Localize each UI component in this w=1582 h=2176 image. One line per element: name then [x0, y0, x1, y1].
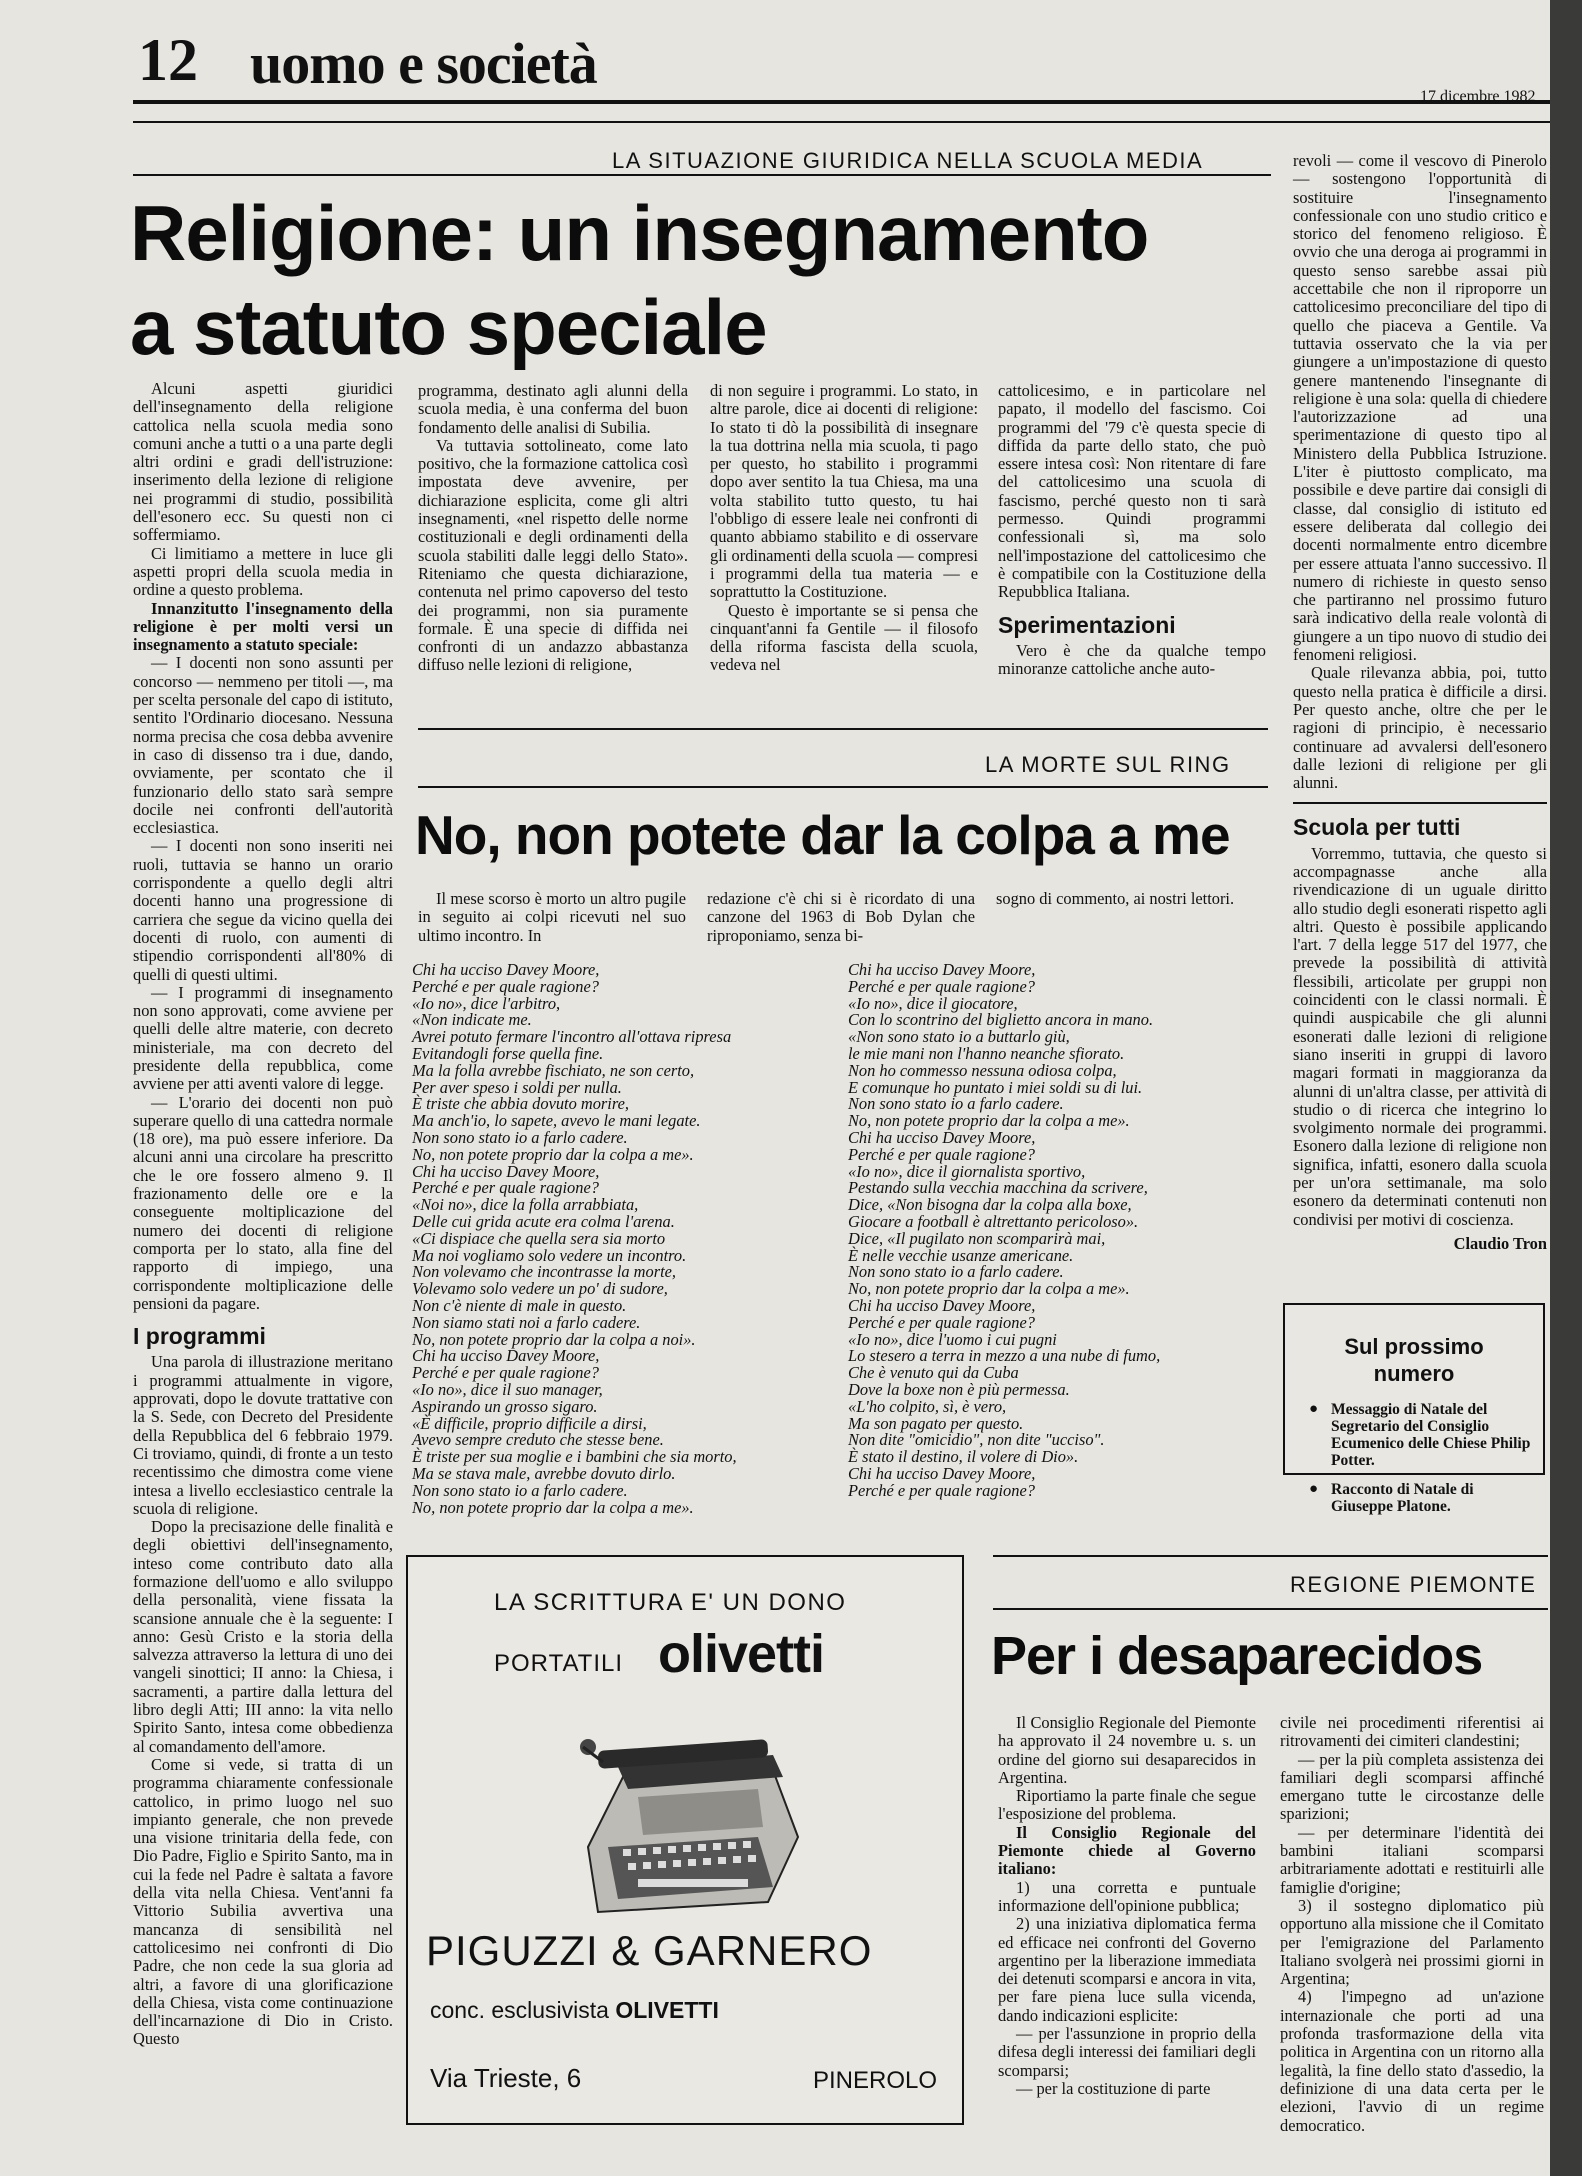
paragraph: redazione c'è chi si è ricordato di una canzone del 1963 di Bob Dylan che riproponiamo, senza bi-	[707, 889, 975, 945]
poem-line: «È difficile, proprio difficile a dirsi,	[412, 1413, 647, 1433]
column-rule	[1293, 802, 1547, 804]
paragraph: — I docenti non sono assunti per concorso — nemmeno per titoli —, ma per scelta personale del capo di istituto, sentito l'Ordinario diocesano. Nessuna norma precisa che cosa debba avvenire in caso di dissenso tra i due, dando, ovviamente, per scontato che il funzionario dello stato sarà sempre docile nei confronti dell'autorità ecclesiastica.	[133, 653, 393, 838]
poem-left	[412, 962, 832, 1516]
header-rule	[133, 100, 1550, 104]
poem-line: «Io no», dice il giornalista sportivo,	[848, 1161, 1086, 1181]
poem-line: Non sono stato io a farlo cadere.	[412, 1480, 628, 1500]
subhead-scuola: Scuola per tutti	[1293, 814, 1461, 841]
poem-line: No, non potete proprio dar la colpa a me».	[412, 1497, 694, 1517]
poem-line: le mie mani non l'hanno neanche sfiorato.	[848, 1043, 1125, 1063]
paragraph: Come si vede, si tratta di un programma chiaramente confessionale cattolico, in primo luogo nel suo impianto generale, che non prevede una visione trinitaria della fede, con Dio Padre, Figlio e Spirito Santo, ma in cui la fede nel Padre è saltata a favore della vita nella Chiesa. Vent'anni fa Vittorio Subilia avvertiva una mancanza di sensibilità nel cattolicesimo nei confronti di Dio Padre, che non cede la sua gloria ad altri, a favore di una glorificazione della Chiesa, vista come continuazione dell'incarnazione di Dio in Cristo. Questo	[133, 1754, 393, 2049]
olivetti-advertisement	[406, 1555, 964, 2125]
paragraph: Dopo la precisazione delle finalità e degli obiettivi dell'insegnamento, inteso come contributo dato alla formazione dell'uomo e allo sviluppo della personalità, viene fissata la scansione annuale che è la seguente: I anno: Gesù Cristo e la storia della salvezza attraverso la lettura di uno dei vangeli sinottici; II anno: la Chiesa, i sacramenti, a partire dalla lettura del libro degli Atti; III anno: la vita nello Spirito Santo, intesa come obbedienza al comandamento dell'amore.	[133, 1517, 393, 1756]
paragraph: Va tuttavia sottolineato, come lato positivo, che la formazione cattolica così impostata deve avvenire, per dichiarazione esplicita, come gli altri insegnamenti, «nel rispetto delle norme costituzionali e degli ordinamenti della scuola stabiliti dalle leggi dello Stato». Riteniamo che questa dichiarazione, contenuta nel primo capoverso del testo dei programmi, non sia puramente formale. È una specie di diffida nei confronti di un andazzo abbastanza diffuso nelle lezioni di religione,	[418, 435, 688, 675]
paragraph: Innanzitutto l'insegnamento della religione è per molti versi un insegnamento a statuto speciale:	[133, 598, 393, 655]
poem-line: Chi ha ucciso Davey Moore,	[412, 1346, 600, 1366]
paragraph: 4) l'impegno ad un'azione internazionale che porti ad una profonda trasformazione della vita politica in Argentina con un ritorno alla legalità, la fine dello stato d'assedio, la definizione di una data certa per le elezioni, l'avvio di un regime democratico.	[1280, 1987, 1544, 2135]
ad-concession-label: conc. esclusivista	[430, 1997, 609, 2023]
poem-line: È nelle vecchie usanze americane.	[848, 1245, 1074, 1265]
poem-line: «Non sono stato io a buttarlo giù,	[848, 1027, 1070, 1047]
paragraph: 3) il sostegno diplomatico più opportuno alla missione che il Comitato per l'emigrazione del Parlamento Italiano svolgerà nei prossimi giorni in Argentina;	[1280, 1895, 1544, 1989]
poem-line: E comunque ho puntato i miei soldi su di lui.	[848, 1077, 1143, 1097]
subhead-programmi: I programmi	[133, 1323, 266, 1350]
poem-line: No, non potete proprio dar la colpa a me».	[412, 1144, 694, 1164]
paragraph: — I programmi di insegnamento non sono approvati, come avviene per quelli delle altre materie, con decreto ministeriale, ma con decreto del presidente della repubblica, come avviene per atti aventi valore di legge.	[133, 982, 393, 1094]
article2-kicker: LA MORTE SUL RING	[985, 752, 1231, 777]
article2-title: No, non potete dar la colpa a me	[415, 804, 1230, 866]
poem-line: Perché e per quale ragione?	[412, 1178, 599, 1198]
paragraph: Ci limitiamo a mettere in luce gli aspetti propri della scuola media in ordine a questo problema.	[133, 543, 393, 600]
paragraph: di non seguire i programmi. Lo stato, in altre parole, dice ai docenti di religione: Io stato ti dò la possibilità di insegnare la tua dottrina nella mia scuola, ti pago per questo, ho stabilito i programmi dopo aver sentito la tua Chiesa, ma una volta stabilito tutto questo, tu hai l'obbligo di essere leale nei confronti di quanto abbiamo stabilito e di osservare gli ordinamenti della scuola — compresi i programmi della tua materia — e soprattutto la Costituzione.	[710, 381, 978, 602]
ad-portatili: PORTATILI	[494, 1650, 624, 1677]
poem-line: Non ho commesso nessuna odiosa colpa,	[848, 1060, 1117, 1080]
article1-kicker: LA SITUAZIONE GIURIDICA NELLA SCUOLA MEDIA	[612, 148, 1204, 173]
poem-line: Chi ha ucciso Davey Moore,	[412, 1161, 600, 1181]
poem-line: Chi ha ucciso Davey Moore,	[848, 960, 1036, 979]
poem-line: Evitandogli forse quella fine.	[412, 1043, 604, 1063]
poem-line: Dice, «Non bisogna dar la colpa alla boxe,	[848, 1195, 1132, 1215]
poem-line: Pestando sulla vecchia macchina da scrivere,	[848, 1178, 1148, 1198]
article1-title-line1: Religione: un insegnamento	[130, 189, 1149, 277]
paragraph: revoli — come il vescovo di Pinerolo — sostengono l'opportunità di sostituire l'insegnamento confessionale con uno studio critico e storico del fenomeno religioso. È ovvio che una deroga ai programmi in questo senso sarebbe assai più accettabile che non il riproporre un cattolicesimo preconciliare del tipo di quello che piaceva a Gentile. Va tuttavia osservato che la via per giungere a un'impostazione di questo genere mantenendo l'insegnante di religione è una sola: quella di chiedere l'autorizzazione ad una sperimentazione di questo tipo al Ministero della Pubblica Istruzione. L'iter è piuttosto complicato, ma possibile e deve partire dai consigli di classe, dal consiglio di istituto ed essere deliberata dal collegio dei docenti normalmente entro dicembre per essere attuata l'anno successivo. Il numero di richieste in questo senso che partiranno nel prossimo futuro sarà indicativo della reale volontà di giungere a un tipo nuovo di studio dei fenomeni religiosi.	[1293, 151, 1547, 665]
poem-line: «Noi no», dice la folla arrabbiata,	[412, 1195, 639, 1215]
article3-rule	[993, 1608, 1548, 1610]
article3-kicker: REGIONE PIEMONTE	[1290, 1572, 1537, 1597]
typewriter-icon	[558, 1727, 818, 1927]
poem-line: Perché e per quale ragione?	[412, 1363, 599, 1383]
poem-line: Chi ha ucciso Davey Moore,	[848, 1295, 1036, 1315]
paragraph: — L'orario dei docenti non può superare quello di una cattedra normale (18 ore), ma può essere inferiore. Da alcuni anni una circolare ha prescritto che le ore fossero almeno 9. Il frazionamento delle ore e la conseguente moltiplicazione del numero dei docenti di religione comporta per lo stato, alla fine del rapporto di impiego, una corrispondente moltiplicazione delle pensioni da pagare.	[133, 1092, 393, 1313]
poem-line: Volevamo solo vedere un po' di sudore,	[412, 1279, 668, 1299]
page-edge	[1550, 0, 1582, 2176]
article2-intro1	[418, 890, 686, 945]
poem-line: Perché e per quale ragione?	[412, 976, 599, 996]
poem-line: Con lo scontrino del biglietto ancora in mano.	[848, 1010, 1154, 1030]
paragraph: Alcuni aspetti giuridici dell'insegnamento della religione cattolica nella scuola media sono comuni anche a tutti o a una parte degli altri ordini e gradi dell'istruzione: inserimento della lezione di religione nei programmi di studio, possibilità dell'esonero ecc. Su questi non ci soffermiamo.	[133, 379, 393, 545]
poem-line: Perché e per quale ragione?	[848, 1144, 1035, 1164]
poem-line: No, non potete proprio dar la colpa a noi».	[412, 1329, 696, 1349]
poem-line: Perché e per quale ragione?	[848, 1312, 1035, 1332]
paragraph: — per determinare l'identità dei bambini italiani scomparsi arbitrariamente adottati e restituirli alle famiglie d'origine;	[1280, 1822, 1544, 1897]
paragraph: Una parola di illustrazione meritano i programmi attualmente in vigore, approvati, dopo le dovute trattative con la S. Sede, con Decreto del Presidente della Repubblica del 6 febbraio 1979. Ci troviamo, quindi, di fronte a un testo recentissimo che dimostra come viene intesa a livello ecclesiastico centrale la scuola di religione.	[133, 1352, 393, 1518]
poem-line: Per aver speso i soldi per nulla.	[412, 1077, 622, 1097]
poem-line: Non sono stato io a farlo cadere.	[848, 1262, 1064, 1282]
paragraph: civile nei procedimenti riferentisi ai ritrovamenti dei cimiteri clandestini;	[1280, 1713, 1544, 1751]
article3-title: Per i desaparecidos	[991, 1626, 1483, 1686]
poem-line: «Io no», dice l'arbitro,	[412, 993, 561, 1013]
paragraph: Vero è che da qualche tempo minoranze cattoliche anche auto-	[998, 640, 1266, 679]
paragraph: Il mese scorso è morto un altro pugile in seguito ai colpi ricevuti nel suo ultimo incontro. In	[418, 889, 686, 945]
ad-address: Via Trieste, 6	[430, 2063, 582, 2093]
poem-line: No, non potete proprio dar la colpa a me».	[848, 1111, 1130, 1131]
ad-concession-brand: OLIVETTI	[615, 1997, 719, 2023]
subhead-sperimentazioni: Sperimentazioni	[998, 611, 1176, 638]
poem-line: Non c'è niente di male in questo.	[412, 1295, 627, 1315]
paragraph: Questo è importante se si pensa che cinquant'anni fa Gentile — il filosofo della riforma fascista della scuola, vedeva nel	[710, 600, 978, 675]
poem-right	[848, 962, 1268, 1500]
poem-line: Avevo sempre creduto che stesse bene.	[412, 1430, 664, 1450]
article1-title-line2: a statuto speciale	[130, 283, 767, 371]
poem-line: Lo stesero a terra in mezzo a una nube di fumo,	[848, 1346, 1161, 1366]
paragraph: cattolicesimo, e in particolare nel papato, il modello del fascismo. Coi programmi del '79 c'è questa specie di diffida da parte dello stato, che può essere intesa così: Non ritentare di fare del cattolicesimo una scuola di fascismo, perché questo non ti sarà permesso. Quindi programmi confessionali sì, ma solo nell'impostazione del cattolicesimo che è compatibile con la Costituzione della Repubblica Italiana.	[998, 381, 1266, 602]
next-issue-item: ● Racconto di Natale di Giuseppe Platone.	[1331, 1481, 1533, 1515]
poem-line: Ma son pagato per questo.	[848, 1413, 1024, 1433]
page-number: 12	[138, 27, 198, 93]
poem-line: Ma anch'io, lo sapete, avevo le mani legate.	[412, 1111, 701, 1131]
poem-line: Dove la boxe non è più permessa.	[848, 1379, 1070, 1399]
poem-line: Non sono stato io a farlo cadere.	[848, 1094, 1064, 1114]
author: Claudio Tron	[1453, 1233, 1547, 1253]
poem-line: È triste che abbia dovuto morire,	[412, 1094, 629, 1114]
poem-line: «Io no», dice l'uomo i cui pugni	[848, 1329, 1057, 1349]
poem-line: Chi ha ucciso Davey Moore,	[848, 1127, 1036, 1147]
poem-line: No, non potete proprio dar la colpa a me».	[848, 1279, 1130, 1299]
article1-column3	[710, 382, 978, 675]
article1-column4	[998, 382, 1266, 678]
paragraph: — I docenti non sono inseriti nei ruoli, tuttavia se hanno un orario corrispondente a quello degli altri docenti hanno una progressione di carriera che segue da vicino quella dei docenti di ruolo, con aumenti di stipendio corrispondenti all'80% di quelli di questi ultimi.	[133, 836, 393, 984]
paragraph: Il Consiglio Regionale del Piemonte ha approvato il 24 novembre u. s. un ordine del giorno sui desaparecidos in Argentina.	[998, 1713, 1256, 1787]
poem-line: Aspirando un grosso sigaro.	[412, 1396, 598, 1416]
ad-slogan: LA SCRITTURA E' UN DONO	[494, 1589, 847, 1616]
article2-intro3	[996, 890, 1266, 908]
paragraph: programma, destinato agli alunni della scuola media, è una conferma del buon fondamento delle analisi di Subilia.	[418, 381, 688, 437]
poem-line: Avrei potuto fermare l'incontro all'ottava ripresa	[412, 1027, 732, 1047]
poem-line: Dice, «Il pugilato non scomparirà mai,	[848, 1228, 1106, 1248]
article1-column1	[133, 380, 393, 2049]
poem-line: «Io no», dice il suo manager,	[412, 1379, 603, 1399]
poem-line: Non siamo stati noi a farlo cadere.	[412, 1312, 641, 1332]
poem-line: «Ci dispiace che quella sera sia morto	[412, 1228, 666, 1248]
paragraph: 2) una iniziativa diplomatica ferma ed efficace nei confronti del Governo argentino per la liberazione immediata dei detenuti scomparsi e ancora in vita, per fare piena luce sulla vicenda, dando indicazioni esplicite:	[998, 1914, 1256, 2025]
issue-date: 17 dicembre 1982	[1420, 88, 1536, 105]
header-rule-thin	[133, 121, 1550, 123]
poem-line: Chi ha ucciso Davey Moore,	[848, 1463, 1036, 1483]
poem-line: Non volevamo che incontrasse la morte,	[412, 1262, 677, 1282]
ad-city: PINEROLO	[813, 2067, 938, 2094]
poem-line: Ma se stava male, avrebbe dovuto dirlo.	[412, 1463, 676, 1483]
poem-line: Perché e per quale ragione?	[848, 976, 1035, 996]
paragraph: sogno di commento, ai nostri lettori.	[996, 889, 1235, 908]
paragraph: — per l'assunzione in proprio della difesa degli interessi dei familiari degli scomparsi;	[998, 2024, 1256, 2080]
article3-rule-top	[993, 1555, 1548, 1557]
poem-line: «Io no», dice il giocatore,	[848, 993, 1018, 1013]
paragraph: — per la più completa assistenza dei familiari degli scomparsi affinché emergano tutte le circostanze delle sparizioni;	[1280, 1749, 1544, 1824]
poem-line: Chi ha ucciso Davey Moore,	[412, 960, 600, 979]
poem-line: Non dite "omicidio", non dite "ucciso".	[848, 1430, 1105, 1450]
poem-line: «Non indicate me.	[412, 1010, 532, 1030]
paragraph: Vorremmo, tuttavia, che questo si accompagnasse anche alla rivendicazione di un uguale diritto allo studio degli esonerati rispetto agli altri. Questo è possibile applicando l'art. 7 della legge 517 del 1977, che prevede la possibilità di attività flessibili, articolate per gruppi non coincidenti con le classi normali. È quindi auspicabile che gli alunni esonerati dalle lezioni di religione siano inseriti in gruppi di lavoro magari formati in maggioranza da alunni di un'altra classe, per attività di studio o di ricerca che integrino lo svolgimento normale dei programmi. Esonero dalla lezione di religione non significa, infatti, esonero dalla scuola per un'ora settimanale, ma solo esonero da determinati contenuti non condivisi per motivi di coscienza.	[1293, 843, 1547, 1229]
poem-line: Ma noi vogliamo solo vedere un incontro.	[412, 1245, 687, 1265]
next-issue-title: Sul prossimo numero	[1344, 1334, 1484, 1386]
poem-line: Ma la folla avrebbe fischiato, ne son certo,	[412, 1060, 695, 1080]
next-issue-box	[1283, 1303, 1545, 1515]
poem-line: Perché e per quale ragione?	[848, 1480, 1035, 1500]
article2-rule-top	[418, 728, 1268, 730]
article3-column1	[998, 1714, 1256, 2098]
poem-line: Delle cui grida acute era colma l'arena.	[412, 1211, 675, 1231]
poem-line: È stato il destino, il volere di Dio».	[848, 1447, 1079, 1467]
ad-concession	[430, 1997, 719, 2024]
poem-line: Giocare a football è altrettanto pericoloso».	[848, 1211, 1139, 1231]
paragraph: 1) una corretta e puntuale informazione dell'opinione pubblica;	[998, 1877, 1256, 1915]
ad-brand-logo: olivetti	[658, 1624, 825, 1684]
paragraph: Quale rilevanza abbia, poi, tutto questo nella pratica è difficile a dirsi. Per questo anche, oltre che per le ragioni di principio, è necessario continuare ad avvalersi dell'esonero dalle lezioni di religione per gli alunni.	[1293, 663, 1547, 793]
poem-line: Che è venuto qui da Cuba	[848, 1363, 1019, 1383]
ad-company: PIGUZZI & GARNERO	[426, 1927, 873, 1974]
article2-intro2	[707, 890, 975, 945]
paragraph: Il Consiglio Regionale del Piemonte chiede al Governo italiano:	[998, 1822, 1256, 1879]
article1-column2	[418, 382, 688, 675]
article1-column5	[1293, 152, 1547, 1253]
paragraph: Riportiamo la parte finale che segue l'esposizione del problema.	[998, 1786, 1256, 1824]
article2-rule	[418, 786, 1268, 788]
next-issue-item: ● Messaggio di Natale del Segretario del Consiglio Ecumenico delle Chiese Philip Potter.	[1331, 1401, 1533, 1469]
paragraph: — per la costituzione di parte	[1016, 2078, 1211, 2098]
poem-line: È triste per sua moglie e i bambini che sia morto,	[412, 1447, 737, 1467]
poem-line: Non sono stato io a farlo cadere.	[412, 1127, 628, 1147]
section-title: uomo e società	[250, 31, 597, 96]
article1-rule	[133, 174, 1271, 176]
article3-column2	[1280, 1714, 1544, 2135]
poem-line: «L'ho colpito, sì, è vero,	[848, 1396, 1007, 1416]
